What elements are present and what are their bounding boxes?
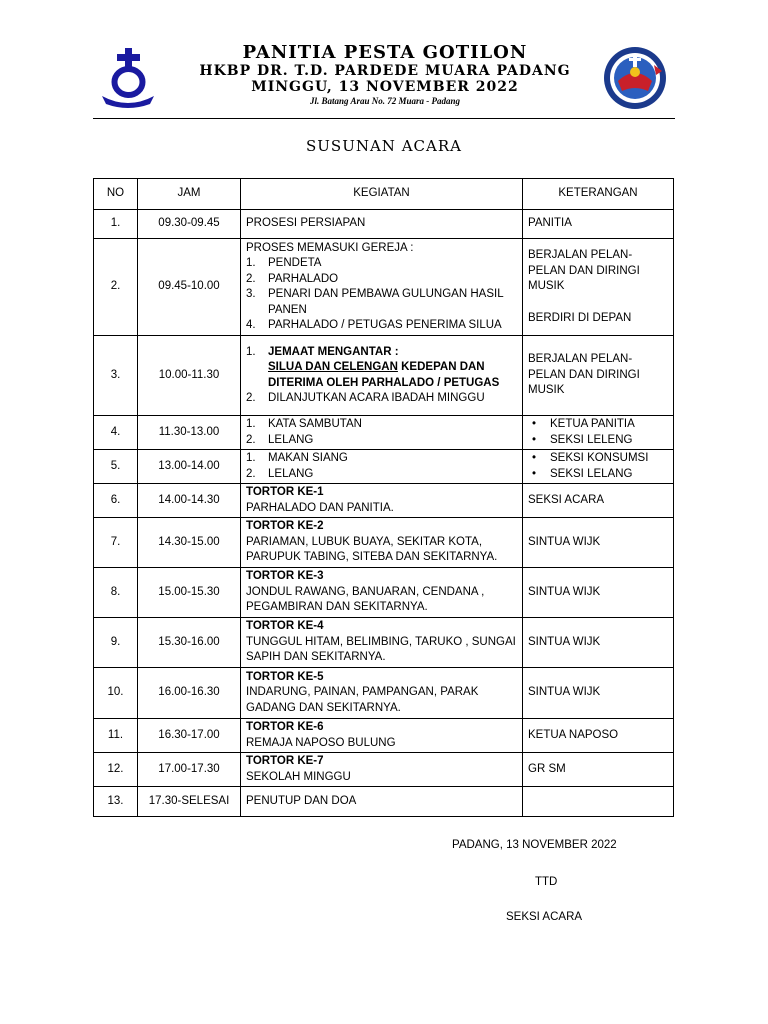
tortor-desc: PARIAMAN, LUBUK BUAYA, SEKITAR KOTA, PARUPUK TABING, SITEBA DAN SEKITARNYA. xyxy=(246,535,498,564)
note-list xyxy=(528,417,668,448)
row-no: 8. xyxy=(94,568,138,618)
row-time: 09.45-10.00 xyxy=(138,239,241,336)
activity-list xyxy=(246,417,517,448)
table-row xyxy=(94,618,674,668)
row-activity xyxy=(241,568,523,618)
signature-mark: TTD xyxy=(535,876,558,888)
col-header-no: NO xyxy=(94,179,138,210)
row-activity xyxy=(241,416,523,450)
committee-title: PANITIA PESTA GOTILON xyxy=(242,42,528,63)
list-item: 1. MAKAN SIANG xyxy=(246,452,348,464)
row-time: 10.00-11.30 xyxy=(138,336,241,416)
row-time: 17.30-SELESAI xyxy=(138,787,241,817)
row-note: SINTUA WIJK xyxy=(523,618,674,668)
row-time: 11.30-13.00 xyxy=(138,416,241,450)
row-note xyxy=(523,787,674,817)
table-row xyxy=(94,416,674,450)
activity-list xyxy=(246,345,517,407)
row-note: PANITIA xyxy=(523,210,674,239)
row-note: BERJALAN PELAN-PELAN DAN DIRINGI MUSIK xyxy=(523,336,674,416)
row-activity xyxy=(241,618,523,668)
list-item: 1. KATA SAMBUTAN xyxy=(246,418,362,430)
row-no: 11. xyxy=(94,719,138,753)
list-item: 2. LELANG xyxy=(246,467,314,480)
note-text: BERJALAN PELAN-PELAN DAN DIRINGI MUSIK xyxy=(528,249,640,292)
list-item: 2. LELANG xyxy=(246,433,314,446)
church-name: HKBP DR. T.D. PARDEDE MUARA PADANG xyxy=(199,63,571,79)
tortor-label: TORTOR KE-3 xyxy=(246,570,324,583)
row-note: SINTUA WIJK xyxy=(523,518,674,568)
tortor-desc: REMAJA NAPOSO BULUNG xyxy=(246,736,396,749)
row-activity xyxy=(241,239,523,336)
hkbp-cross-logo xyxy=(98,46,158,108)
tortor-label: TORTOR KE-7 xyxy=(246,755,324,767)
col-header-kegiatan: KEGIATAN xyxy=(241,179,523,210)
list-item: 1. PENDETA xyxy=(246,257,322,269)
tortor-label: TORTOR KE-6 xyxy=(246,721,324,733)
tortor-label: TORTOR KE-4 xyxy=(246,620,324,633)
row-note: SEKSI ACARA xyxy=(523,484,674,518)
tortor-desc: SEKOLAH MINGGU xyxy=(246,770,351,783)
row-no: 9. xyxy=(94,618,138,668)
row-activity xyxy=(241,450,523,484)
row-activity: PENUTUP DAN DOA xyxy=(241,787,523,817)
list-item: 2. PARHALADO xyxy=(246,272,339,285)
row-time: 14.30-15.00 xyxy=(138,518,241,568)
row-time: 14.00-14.30 xyxy=(138,484,241,518)
row-activity xyxy=(241,336,523,416)
col-header-keterangan: KETERANGAN xyxy=(523,179,674,210)
row-activity xyxy=(241,518,523,568)
row-no: 12. xyxy=(94,753,138,787)
row-time: 15.00-15.30 xyxy=(138,568,241,618)
place-date: PADANG, 13 NOVEMBER 2022 xyxy=(452,839,617,851)
tortor-desc: TUNGGUL HITAM, BELIMBING, TARUKO , SUNGAI SAPIH DAN SEKITARNYA. xyxy=(246,635,516,664)
list-item: 4. PARHALADO / PETUGAS PENERIMA SILUA xyxy=(246,319,502,331)
tortor-label: TORTOR KE-2 xyxy=(246,520,324,533)
table-row xyxy=(94,210,674,239)
row-activity: PROSESI PERSIAPAN xyxy=(241,210,523,239)
activity-list xyxy=(246,256,517,334)
row-note: SINTUA WIJK xyxy=(523,668,674,719)
note-text: BERDIRI DI DEPAN xyxy=(528,311,632,324)
row-no: 10. xyxy=(94,668,138,719)
document-title: SUSUNAN ACARA xyxy=(306,137,462,155)
tortor-label: TORTOR KE-1 xyxy=(246,486,324,498)
row-time: 09.30-09.45 xyxy=(138,210,241,239)
row-note: KETUA NAPOSO xyxy=(523,719,674,753)
table-row xyxy=(94,719,674,753)
row-time: 15.30-16.00 xyxy=(138,618,241,668)
tortor-desc: PARHALADO DAN PANITIA. xyxy=(246,501,394,514)
activity-list xyxy=(246,451,517,482)
row-activity xyxy=(241,484,523,518)
row-time: 17.00-17.30 xyxy=(138,753,241,787)
row-no: 6. xyxy=(94,484,138,518)
row-note: GR SM xyxy=(523,753,674,787)
row-note xyxy=(523,239,674,336)
row-note xyxy=(523,416,674,450)
tortor-desc: JONDUL RAWANG, BANUARAN, CENDANA , PEGAMBIRAN DAN SEKITARNYA. xyxy=(246,585,485,614)
tortor-desc: INDARUNG, PAINAN, PAMPANGAN, PARAK GADANG DAN SEKITARNYA. xyxy=(246,686,479,714)
event-date: MINGGU, 13 NOVEMBER 2022 xyxy=(251,79,519,95)
row-no: 7. xyxy=(94,518,138,568)
activity-heading: PROSES MEMASUKI GEREJA : xyxy=(246,241,414,254)
tortor-label: TORTOR KE-5 xyxy=(246,670,324,683)
list-item: • SEKSI LELANG xyxy=(532,467,633,480)
table-row xyxy=(94,450,674,484)
header-divider xyxy=(93,118,675,119)
table-row xyxy=(94,239,674,336)
list-item: • SEKSI KONSUMSI xyxy=(532,452,649,464)
table-row xyxy=(94,753,674,787)
row-no: 5. xyxy=(94,450,138,484)
table-row xyxy=(94,787,674,817)
list-item: 1. JEMAAT MENGANTAR : SILUA DAN CELENGAN KEDEPAN DAN DITERIMA OLEH PARHALADO / PETUGAS xyxy=(246,345,500,389)
row-time: 13.00-14.00 xyxy=(138,450,241,484)
row-activity xyxy=(241,719,523,753)
table-row xyxy=(94,336,674,416)
table-row xyxy=(94,568,674,618)
row-note xyxy=(523,450,674,484)
note-list xyxy=(528,451,668,482)
table-header-row xyxy=(94,179,674,210)
signer-name: SEKSI ACARA xyxy=(506,911,583,923)
row-no: 4. xyxy=(94,416,138,450)
table-row xyxy=(94,518,674,568)
row-no: 1. xyxy=(94,210,138,239)
church-address: Jl. Batang Arau No. 72 Muara - Padang xyxy=(310,96,460,106)
row-note: SINTUA WIJK xyxy=(523,568,674,618)
row-time: 16.00-16.30 xyxy=(138,668,241,719)
table-row xyxy=(94,668,674,719)
row-no: 13. xyxy=(94,787,138,817)
table-row xyxy=(94,484,674,518)
list-item: • KETUA PANITIA xyxy=(532,418,635,430)
row-no: 2. xyxy=(94,239,138,336)
schedule-table xyxy=(93,178,674,817)
letterhead xyxy=(0,0,768,120)
list-item: 2. DILANJUTKAN ACARA IBADAH MINGGU xyxy=(246,392,485,404)
list-item: • SEKSI LELENG xyxy=(532,433,633,446)
row-activity xyxy=(241,753,523,787)
col-header-jam: JAM xyxy=(138,179,241,210)
row-no: 3. xyxy=(94,336,138,416)
row-activity xyxy=(241,668,523,719)
row-time: 16.30-17.00 xyxy=(138,719,241,753)
list-item: 3. PENARI DAN PEMBAWA GULUNGAN HASIL PANEN xyxy=(246,288,504,316)
